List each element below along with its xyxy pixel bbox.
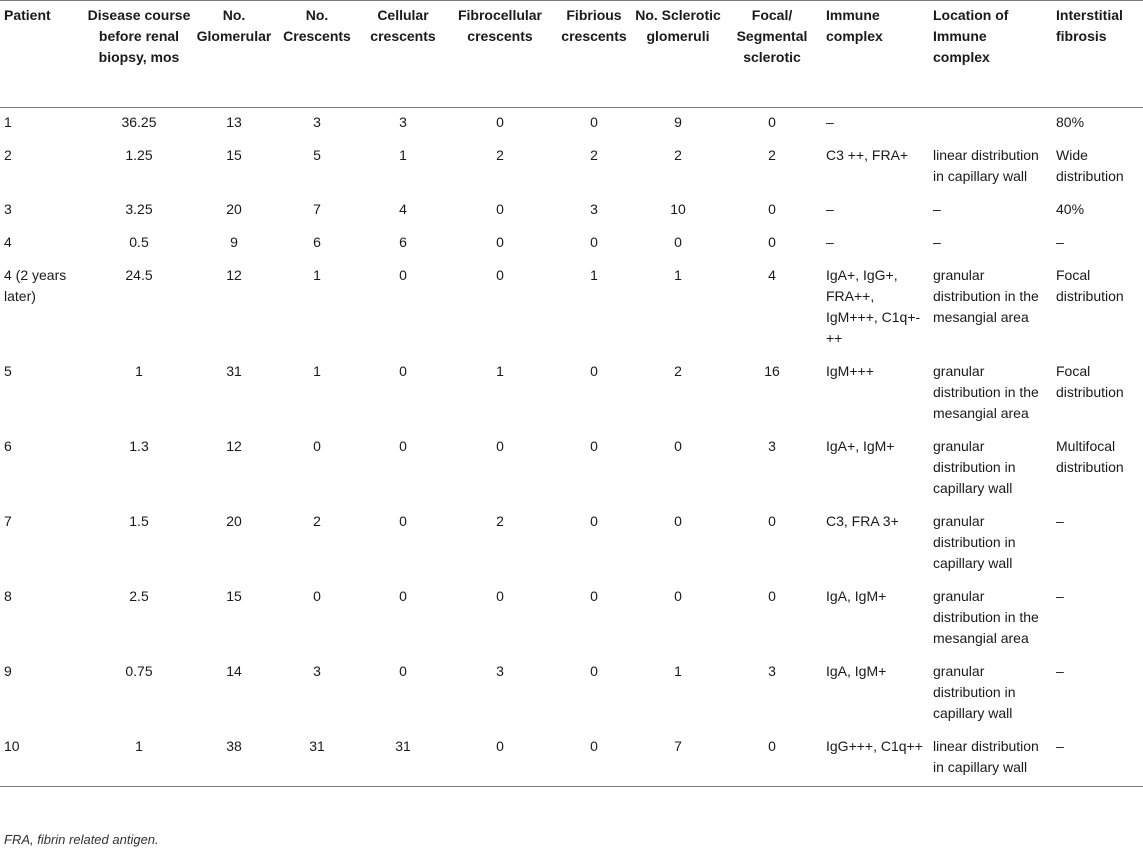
cell-no-glomerular: 9 [230, 234, 238, 250]
cell-interstitial-fibrosis: – [1056, 663, 1064, 679]
cell-interstitial-fibrosis: – [1056, 738, 1064, 754]
cell-no-glomerular: 20 [226, 513, 242, 529]
table-row [0, 432, 1143, 507]
cell-fibrious-crescents: 0 [590, 114, 598, 130]
cell-no-crescents: 3 [313, 114, 321, 130]
cell-focal-segmental: 0 [768, 588, 776, 604]
header-patient: Patient [4, 7, 51, 23]
header-fibrocellular-crescents: Fibrocellular crescents [457, 7, 543, 44]
cell-patient: 1 [4, 114, 12, 130]
cell-fibrious-crescents: 3 [590, 201, 598, 217]
cell-disease-course: 36.25 [121, 114, 157, 130]
cell-focal-segmental: 16 [764, 363, 780, 379]
header-fibrious-crescents: Fibrious crescents [561, 7, 627, 44]
cell-fibrocellular-crescents: 0 [496, 267, 504, 283]
cell-interstitial-fibrosis: – [1056, 513, 1064, 529]
cell-fibrocellular-crescents: 1 [496, 363, 504, 379]
cell-no-glomerular: 13 [226, 114, 242, 130]
table-row [0, 357, 1143, 432]
cell-disease-course: 1 [135, 738, 143, 754]
cell-immune-complex: IgA, IgM+ [826, 588, 887, 604]
cell-sclerotic-glomeruli: 2 [674, 363, 682, 379]
cell-sclerotic-glomeruli: 0 [674, 438, 682, 454]
cell-sclerotic-glomeruli: 10 [670, 201, 686, 217]
table-footnote: FRA, fibrin related antigen. [4, 832, 159, 847]
cell-cellular-crescents: 3 [399, 114, 407, 130]
cell-patient: 7 [4, 513, 12, 529]
cell-immune-complex: IgG+++, C1q++ [826, 738, 923, 754]
cell-cellular-crescents: 0 [399, 513, 407, 529]
cell-fibrocellular-crescents: 0 [496, 201, 504, 217]
cell-interstitial-fibrosis: Focal distribution [1056, 267, 1124, 304]
cell-disease-course: 1.3 [129, 438, 149, 454]
cell-no-glomerular: 38 [226, 738, 242, 754]
cell-no-crescents: 31 [309, 738, 325, 754]
cell-focal-segmental: 0 [768, 234, 776, 250]
cell-location-immune-complex: granular distribution in capillary wall [933, 438, 1016, 496]
cell-disease-course: 24.5 [125, 267, 153, 283]
cell-focal-segmental: 2 [768, 147, 776, 163]
table-row [0, 195, 1143, 228]
cell-cellular-crescents: 0 [399, 588, 407, 604]
cell-location-immune-complex: granular distribution in capillary wall [933, 513, 1016, 571]
cell-patient: 2 [4, 147, 12, 163]
cell-location-immune-complex: granular distribution in capillary wall [933, 663, 1016, 721]
cell-sclerotic-glomeruli: 1 [674, 663, 682, 679]
cell-location-immune-complex: linear distribution in capillary wall [933, 738, 1039, 775]
cell-patient: 10 [4, 738, 20, 754]
cell-sclerotic-glomeruli: 7 [674, 738, 682, 754]
cell-cellular-crescents: 6 [399, 234, 407, 250]
cell-no-glomerular: 15 [226, 147, 242, 163]
cell-fibrious-crescents: 0 [590, 738, 598, 754]
cell-disease-course: 1 [135, 363, 143, 379]
cell-fibrocellular-crescents: 2 [496, 147, 504, 163]
cell-cellular-crescents: 0 [399, 438, 407, 454]
cell-no-glomerular: 14 [226, 663, 242, 679]
cell-fibrious-crescents: 2 [590, 147, 598, 163]
cell-disease-course: 3.25 [125, 201, 153, 217]
table-body [0, 108, 1143, 787]
cell-cellular-crescents: 4 [399, 201, 407, 217]
cell-location-immune-complex: – [933, 201, 941, 217]
cell-patient: 3 [4, 201, 12, 217]
cell-location-immune-complex: granular distribution in the mesangial area [933, 588, 1039, 646]
cell-immune-complex: – [826, 114, 834, 130]
cell-cellular-crescents: 0 [399, 363, 407, 379]
cell-focal-segmental: 0 [768, 201, 776, 217]
cell-sclerotic-glomeruli: 2 [674, 147, 682, 163]
cell-sclerotic-glomeruli: 9 [674, 114, 682, 130]
cell-fibrocellular-crescents: 0 [496, 234, 504, 250]
header-sclerotic-glomeruli: No. Sclerotic glomeruli [635, 7, 721, 44]
cell-fibrious-crescents: 0 [590, 663, 598, 679]
cell-immune-complex: C3, FRA 3+ [826, 513, 899, 529]
table-row [0, 657, 1143, 732]
header-cellular-crescents: Cellular crescents [370, 7, 436, 44]
table-row [0, 507, 1143, 582]
cell-no-crescents: 3 [313, 663, 321, 679]
cell-fibrocellular-crescents: 0 [496, 738, 504, 754]
table-row [0, 228, 1143, 261]
cell-patient: 4 (2 years later) [4, 267, 67, 304]
cell-immune-complex: – [826, 234, 834, 250]
cell-fibrious-crescents: 1 [590, 267, 598, 283]
cell-location-immune-complex [929, 108, 1052, 142]
cell-disease-course: 1.25 [125, 147, 153, 163]
cell-focal-segmental: 0 [768, 513, 776, 529]
cell-no-glomerular: 15 [226, 588, 242, 604]
cell-interstitial-fibrosis: Multifocal distribution [1056, 438, 1124, 475]
cell-sclerotic-glomeruli: 1 [674, 267, 682, 283]
header-immune-complex: Immune complex [826, 7, 883, 44]
cell-patient: 5 [4, 363, 12, 379]
cell-cellular-crescents: 31 [395, 738, 411, 754]
cell-fibrious-crescents: 0 [590, 513, 598, 529]
cell-no-crescents: 2 [313, 513, 321, 529]
cell-no-crescents: 7 [313, 201, 321, 217]
cell-disease-course: 2.5 [129, 588, 149, 604]
cell-disease-course: 0.75 [125, 663, 153, 679]
cell-no-glomerular: 31 [226, 363, 242, 379]
cell-location-immune-complex: granular distribution in the mesangial area [933, 363, 1039, 421]
cell-no-crescents: 0 [313, 588, 321, 604]
cell-immune-complex: IgA+, IgG+, FRA++, IgM+++, C1q+-++ [826, 267, 921, 346]
cell-sclerotic-glomeruli: 0 [674, 588, 682, 604]
cell-cellular-crescents: 1 [399, 147, 407, 163]
cell-interstitial-fibrosis: 80% [1056, 114, 1085, 130]
cell-focal-segmental: 4 [768, 267, 776, 283]
cell-no-crescents: 5 [313, 147, 321, 163]
cell-no-glomerular: 20 [226, 201, 242, 217]
table-row [0, 582, 1143, 657]
cell-immune-complex: C3 ++, FRA+ [826, 147, 909, 163]
cell-no-glomerular: 12 [226, 267, 242, 283]
cell-focal-segmental: 3 [768, 663, 776, 679]
cell-patient: 6 [4, 438, 12, 454]
cell-fibrious-crescents: 0 [590, 588, 598, 604]
cell-immune-complex: – [826, 201, 834, 217]
cell-focal-segmental: 0 [768, 738, 776, 754]
cell-focal-segmental: 3 [768, 438, 776, 454]
cell-no-crescents: 1 [313, 363, 321, 379]
cell-sclerotic-glomeruli: 0 [674, 513, 682, 529]
table-row [0, 141, 1143, 195]
table-row [0, 732, 1143, 787]
cell-no-glomerular: 12 [226, 438, 242, 454]
cell-fibrocellular-crescents: 3 [496, 663, 504, 679]
cell-location-immune-complex: – [933, 234, 941, 250]
cell-fibrocellular-crescents: 0 [496, 588, 504, 604]
header-disease-course: Disease course before renal biopsy, mos [87, 7, 191, 65]
cell-immune-complex: IgA, IgM+ [826, 663, 887, 679]
cell-patient: 4 [4, 234, 12, 250]
cell-fibrious-crescents: 0 [590, 363, 598, 379]
table-row [0, 261, 1143, 357]
cell-patient: 8 [4, 588, 12, 604]
cell-patient: 9 [4, 663, 12, 679]
header-no-crescents: No. Crescents [283, 7, 351, 44]
header-interstitial-fibrosis: Interstitial fibrosis [1056, 7, 1123, 44]
cell-focal-segmental: 0 [768, 114, 776, 130]
table-header-row [0, 1, 1143, 108]
cell-cellular-crescents: 0 [399, 663, 407, 679]
header-location-immune-complex: Location of Immune complex [933, 7, 1009, 65]
cell-interstitial-fibrosis: Focal distribution [1056, 363, 1124, 400]
cell-disease-course: 1.5 [129, 513, 149, 529]
cell-interstitial-fibrosis: – [1056, 234, 1064, 250]
cell-no-crescents: 0 [313, 438, 321, 454]
cell-fibrious-crescents: 0 [590, 438, 598, 454]
cell-location-immune-complex: linear distribution in capillary wall [933, 147, 1039, 184]
cell-no-crescents: 1 [313, 267, 321, 283]
header-no-glomerular: No. Glomerular [196, 7, 272, 44]
cell-no-crescents: 6 [313, 234, 321, 250]
cell-disease-course: 0.5 [129, 234, 149, 250]
cell-immune-complex: IgA+, IgM+ [826, 438, 895, 454]
cell-fibrocellular-crescents: 2 [496, 513, 504, 529]
cell-interstitial-fibrosis: 40% [1056, 201, 1085, 217]
cell-sclerotic-glomeruli: 0 [674, 234, 682, 250]
cell-immune-complex: IgM+++ [826, 363, 874, 379]
cell-fibrocellular-crescents: 0 [496, 114, 504, 130]
cell-cellular-crescents: 0 [399, 267, 407, 283]
cell-interstitial-fibrosis: – [1056, 588, 1064, 604]
header-focal-segmental: Focal/ Segmental sclerotic [736, 7, 808, 65]
table-row [0, 108, 1143, 142]
cell-interstitial-fibrosis: Wide distribution [1056, 147, 1124, 184]
cell-fibrious-crescents: 0 [590, 234, 598, 250]
cell-fibrocellular-crescents: 0 [496, 438, 504, 454]
cell-location-immune-complex: granular distribution in the mesangial area [933, 267, 1039, 325]
